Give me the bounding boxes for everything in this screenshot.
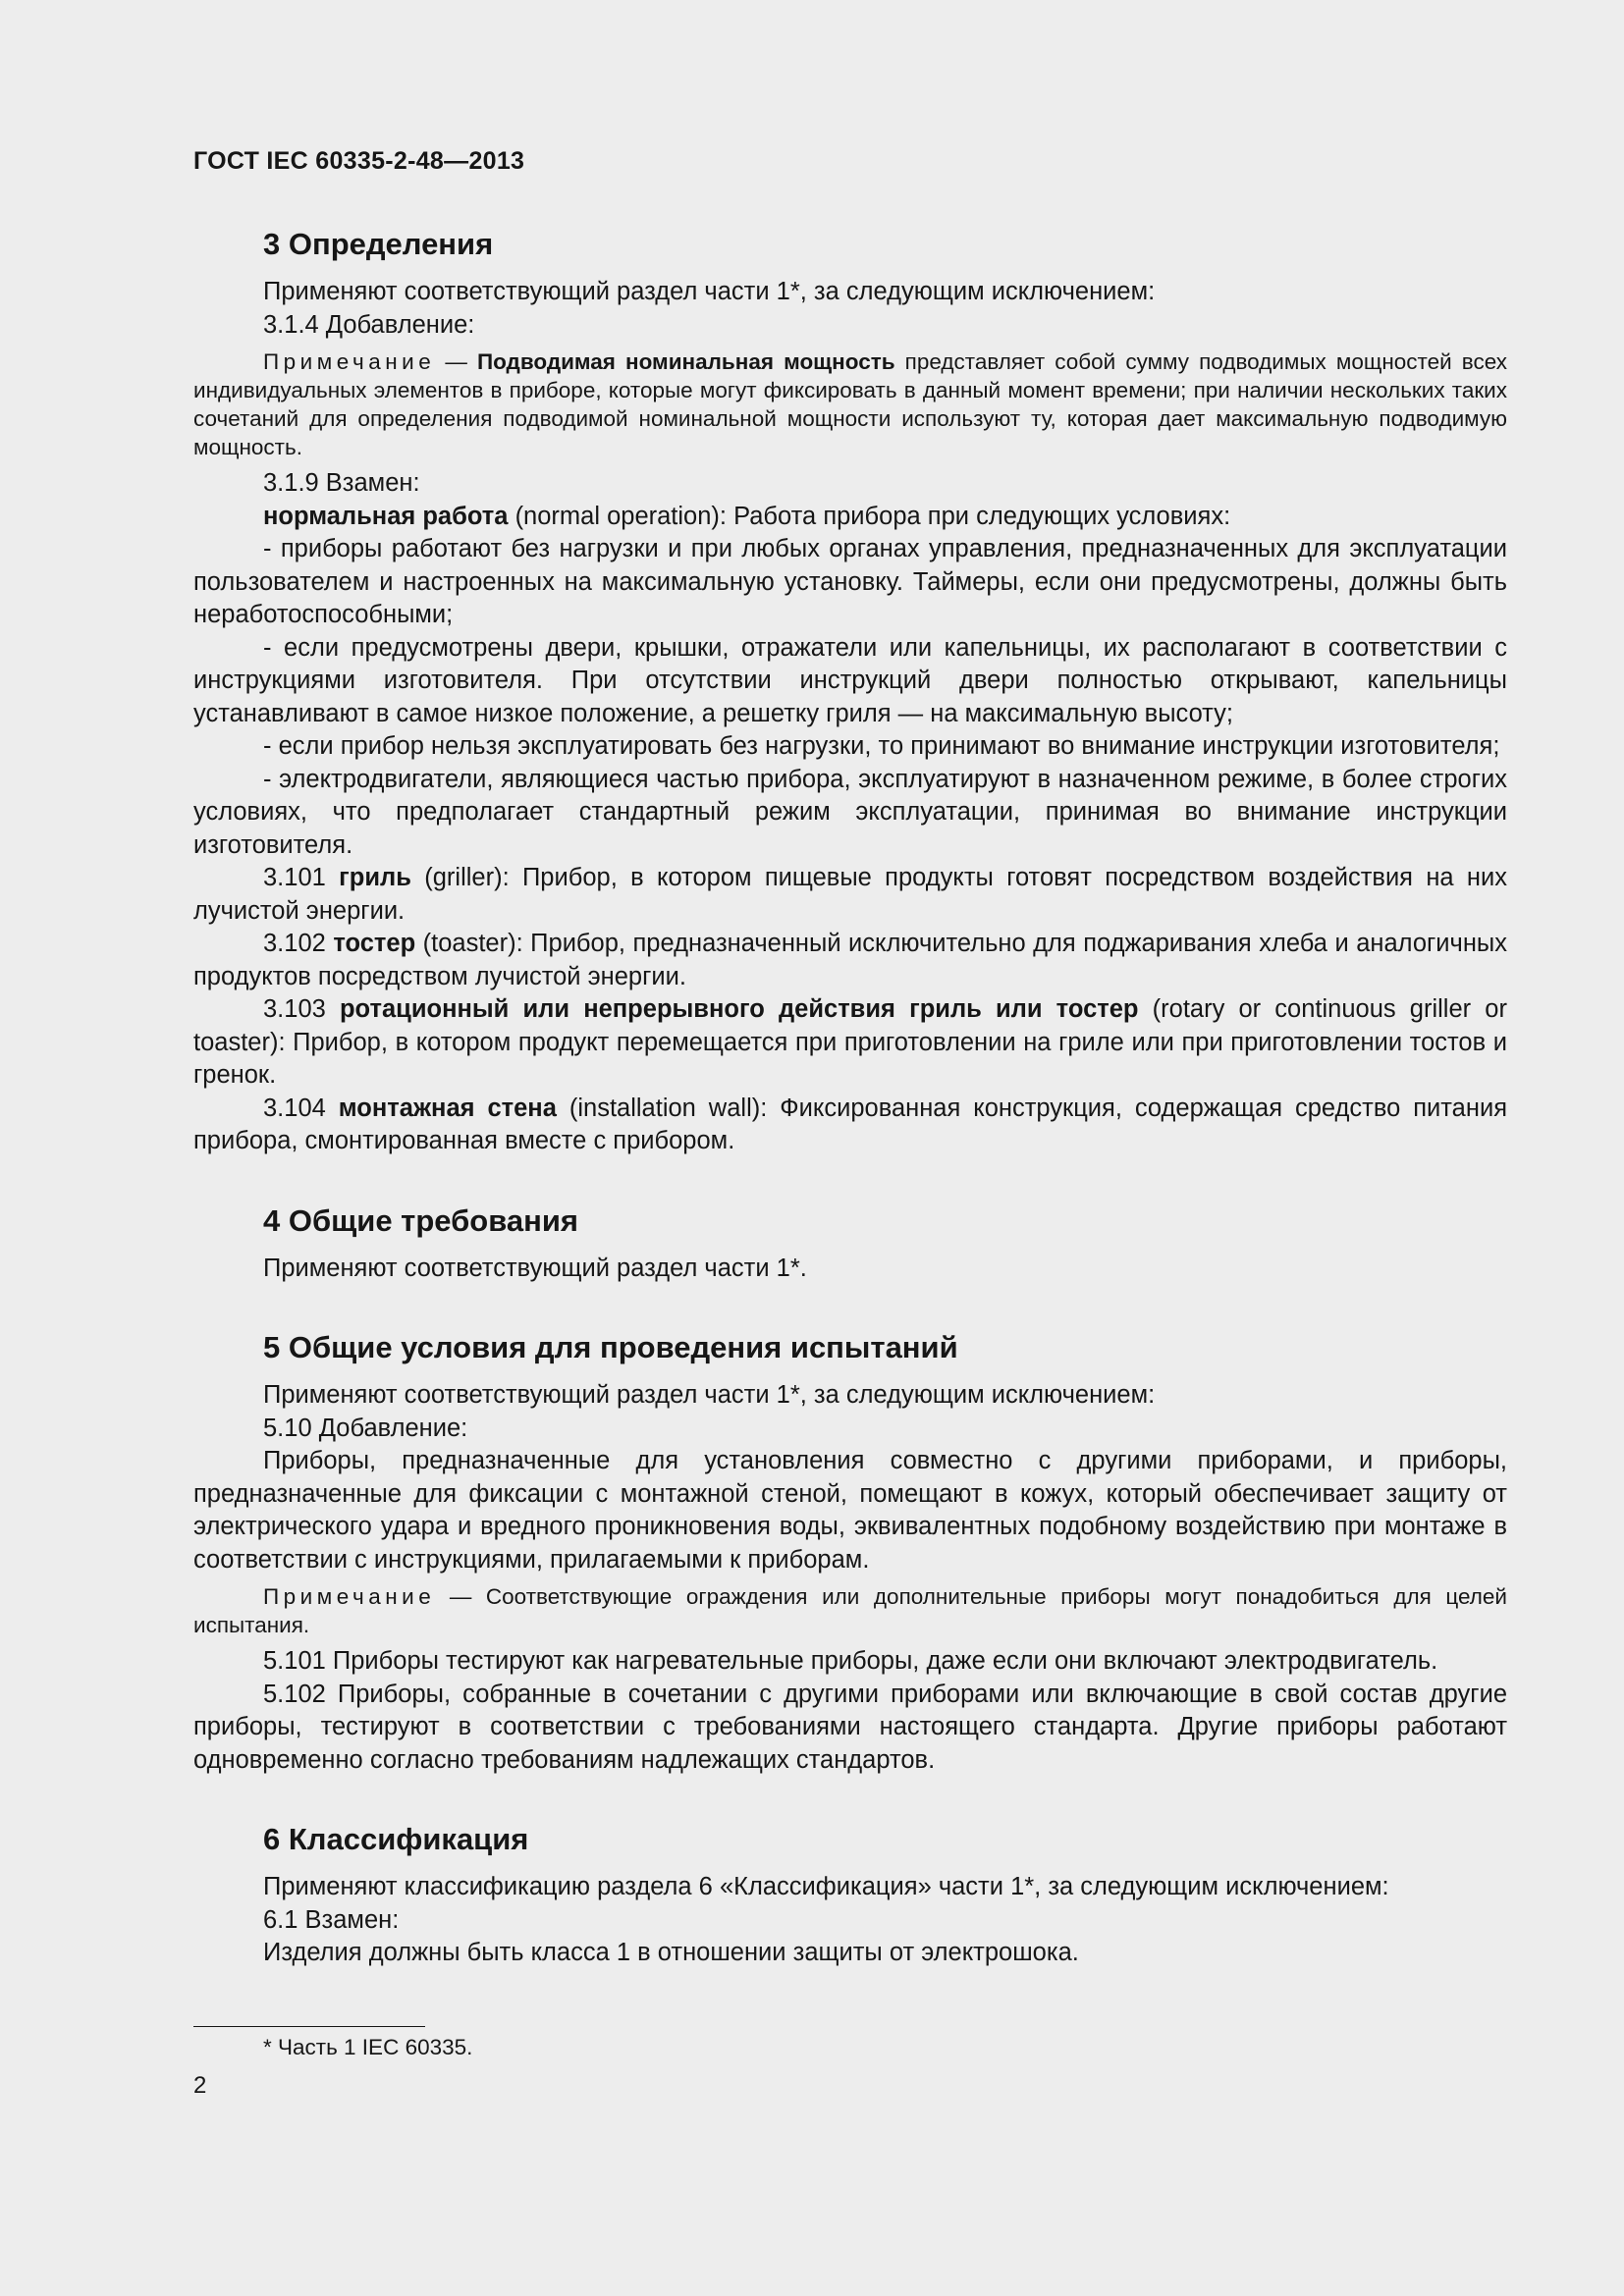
paragraph: Применяют соответствующий раздел части 1*, за следующим исключением: (263, 1381, 1156, 1409)
main-content (193, 221, 1507, 1970)
footnote-divider (193, 2026, 425, 2027)
paragraph: 5.101 Приборы тестируют как нагревательные приборы, даже если они включают электродвигатель. (263, 1647, 1438, 1675)
note (193, 1582, 1507, 1639)
definition-text: (rotary or continuous griller or toaster): Прибор, в котором продукт перемещается при приготовлении на гриле или при приготовлении тостов и гренок. (193, 995, 1507, 1089)
list-item: - приборы работают без нагрузки и при любых органах управления, предназначенных для эксплуатации пользователем и настроенных на максимальную установку. Таймеры, если они предусмотрены, должны быть неработоспособными; (193, 535, 1507, 628)
clause-label: 5.10 Добавление: (263, 1414, 468, 1442)
note-dash: — (435, 349, 477, 374)
section-heading: 4 Общие требования (263, 1202, 578, 1238)
note (193, 347, 1507, 461)
term: тостер (333, 930, 416, 957)
term: нормальная работа (263, 502, 509, 530)
paragraph (193, 501, 1507, 534)
paragraph: Применяют соответствующий раздел части 1*, за следующим исключением: (263, 278, 1156, 305)
definition-text: (normal operation): Работа прибора при следующих условиях: (508, 502, 1231, 530)
section-definitions (193, 221, 1507, 1158)
term: ротационный или непрерывного действия гриль или тостер (339, 995, 1139, 1023)
page-number: 2 (193, 2072, 207, 2099)
note-label: Примечание (263, 1584, 436, 1609)
section-heading: 3 Определения (263, 227, 494, 261)
definition (193, 993, 1507, 1093)
definition-text: (installation wall): Фиксированная конструкция, содержащая средство питания прибора, смонтированная вместе с прибором. (193, 1094, 1507, 1154)
list-item: - если предусмотрены двери, крышки, отражатели или капельницы, их располагают в соответствии с инструкциями изготовителя. При отсутствии инструкций двери полностью открывают, капельницы устанавливают в самое низкое положение, а решетку гриля — на максимальную высоту; (193, 633, 1507, 727)
section-heading: 5 Общие условия для проведения испытаний (263, 1330, 958, 1364)
clause-label: 3.1.4 Добавление: (263, 310, 475, 339)
definition-number: 3.104 (263, 1094, 339, 1122)
section-test-conditions (193, 1324, 1507, 1777)
note-dash: — (435, 1584, 486, 1609)
definition-number: 3.101 (263, 864, 340, 891)
term: гриль (339, 864, 411, 891)
footnote: * Часть 1 IEC 60335. (263, 2035, 473, 2059)
definition-text: (griller): Прибор, в котором пищевые продукты готовят посредством воздействия на них лучистой энергии. (193, 864, 1507, 925)
definition-text: (toaster): Прибор, предназначенный исключительно для поджаривания хлеба и аналогичных продуктов посредством лучистой энергии. (193, 930, 1508, 990)
note-label: Примечание (263, 349, 436, 374)
document-code-header: ГОСТ IEC 60335-2-48—2013 (193, 147, 525, 175)
clause-label: 6.1 Взамен: (263, 1905, 400, 1934)
definition-number: 3.102 (263, 930, 334, 957)
note-text: Соответствующие ограждения или дополнительные приборы могут понадобиться для целей испытания. (193, 1584, 1507, 1637)
term: монтажная стена (338, 1094, 557, 1122)
section-general-requirements (193, 1198, 1507, 1286)
definition (193, 862, 1507, 928)
paragraph: 5.102 Приборы, собранные в сочетании с другими приборами или включающие в свой состав другие приборы, тестируют в соответствии с требованиями настоящего стандарта. Другие приборы работают одновременно согласно требованиям надлежащих стандартов. (193, 1680, 1507, 1774)
definition (193, 928, 1507, 993)
note-term: Подводимая номинальная мощность (476, 349, 895, 374)
definition (193, 1093, 1507, 1158)
list-item: - если прибор нельзя эксплуатировать без нагрузки, то принимают во внимание инструкции изготовителя; (263, 732, 1500, 760)
list-item: - электродвигатели, являющиеся частью прибора, эксплуатируют в назначенном режиме, в более строгих условиях, что предполагает стандартный режим эксплуатации, принимая во внимание инструкции изготовителя. (193, 765, 1507, 859)
paragraph: Приборы, предназначенные для установления совместно с другими приборами, и приборы, предназначенные для фиксации с монтажной стеной, помещают в кожух, который обеспечивает защиту от электрического удара и вредного проникновения воды, эквивалентных подобному воздействию при монтаже в соответствии с инструкциями, прилагаемыми к приборам. (193, 1447, 1507, 1574)
clause-label: 3.1.9 Взамен: (263, 469, 420, 497)
paragraph: Изделия должны быть класса 1 в отношении защиты от электрошока. (263, 1939, 1079, 1966)
section-classification (193, 1816, 1507, 1970)
section-heading: 6 Классификация (263, 1822, 529, 1856)
paragraph: Применяют классификацию раздела 6 «Классификация» части 1*, за следующим исключением: (263, 1873, 1389, 1900)
paragraph: Применяют соответствующий раздел части 1*. (263, 1254, 807, 1282)
note-text: представляет собой сумму подводимых мощностей всех индивидуальных элементов в приборе, которые могут фиксировать в данный момент времени; при наличии нескольких таких сочетаний для определения подводимой номинальной мощности используют ту, которая дает максимальную подводимую мощность. (193, 349, 1507, 459)
definition-number: 3.103 (263, 995, 340, 1023)
